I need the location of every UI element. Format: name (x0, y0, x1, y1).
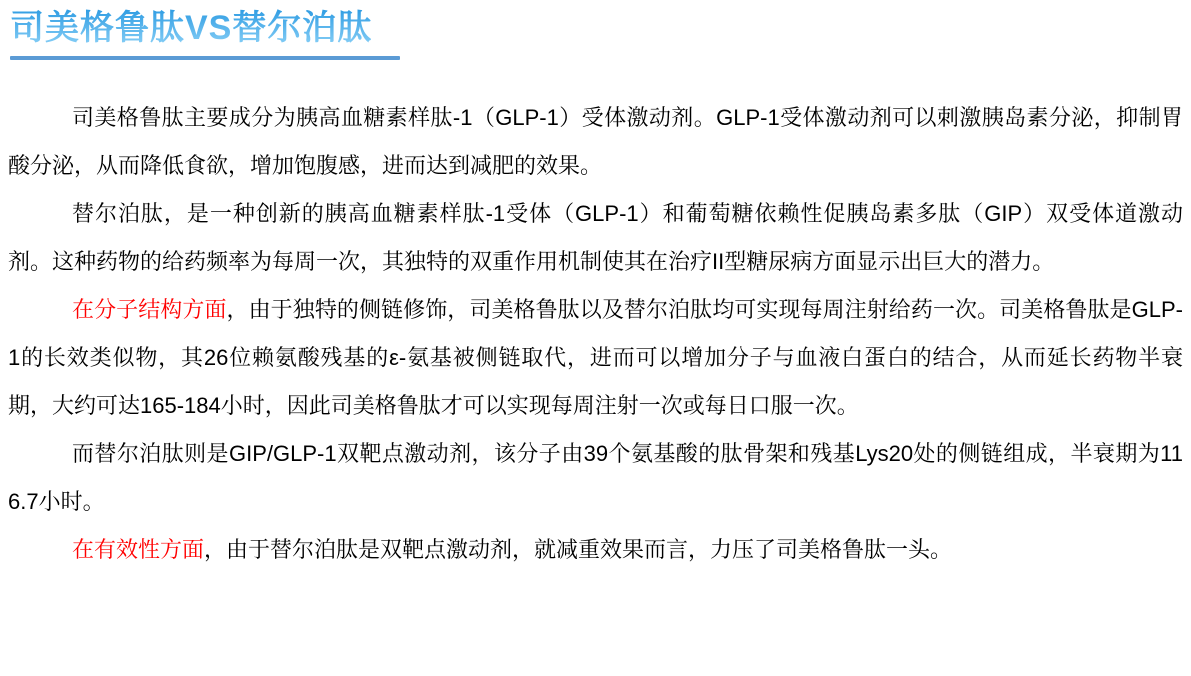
highlighted-text-segment: 在分子结构方面 (72, 296, 227, 322)
text-segment: ，由于替尔泊肽是双靶点激动剂，就减重效果而言，力压了司美格鲁肽一头。 (204, 536, 953, 562)
page-title: 司美格鲁肽VS替尔泊肽 (10, 9, 373, 47)
document-body (8, 94, 1183, 574)
paragraph (8, 190, 1183, 286)
paragraph (8, 430, 1183, 526)
paragraph (8, 526, 1183, 574)
title-underline (10, 56, 400, 60)
text-segment: 替尔泊肽，是一种创新的胰高血糖素样肽-1受体（GLP-1）和葡萄糖依赖性促胰岛素多肽（GIP）双受体道激动剂。这种药物的给药频率为每周一次，其独特的双重作用机制使其在治疗II型糖尿病方面显示出巨大的潜力。 (8, 200, 1183, 274)
paragraph (8, 94, 1183, 190)
text-segment: ，由于独特的侧链修饰，司美格鲁肽以及替尔泊肽均可实现每周注射给药一次。司美格鲁肽是GLP-1的长效类似物，其26位赖氨酸残基的ε-氨基被侧链取代，进而可以增加分子与血液白蛋白的结合，从而延长药物半衰期，大约可达165-184小时，因此司美格鲁肽才可以实现每周注射一次或每日口服一次。 (8, 296, 1183, 418)
highlighted-text-segment: 在有效性方面 (72, 536, 205, 562)
text-segment: 司美格鲁肽主要成分为胰高血糖素样肽-1（GLP-1）受体激动剂。GLP-1受体激动剂可以刺激胰岛素分泌，抑制胃酸分泌，从而降低食欲，增加饱腹感，进而达到减肥的效果。 (8, 104, 1183, 178)
text-segment: 而替尔泊肽则是GIP/GLP-1双靶点激动剂，该分子由39个氨基酸的肽骨架和残基Lys20处的侧链组成，半衰期为116.7小时。 (8, 440, 1183, 514)
paragraph (8, 286, 1183, 430)
document-header (10, 8, 1183, 60)
